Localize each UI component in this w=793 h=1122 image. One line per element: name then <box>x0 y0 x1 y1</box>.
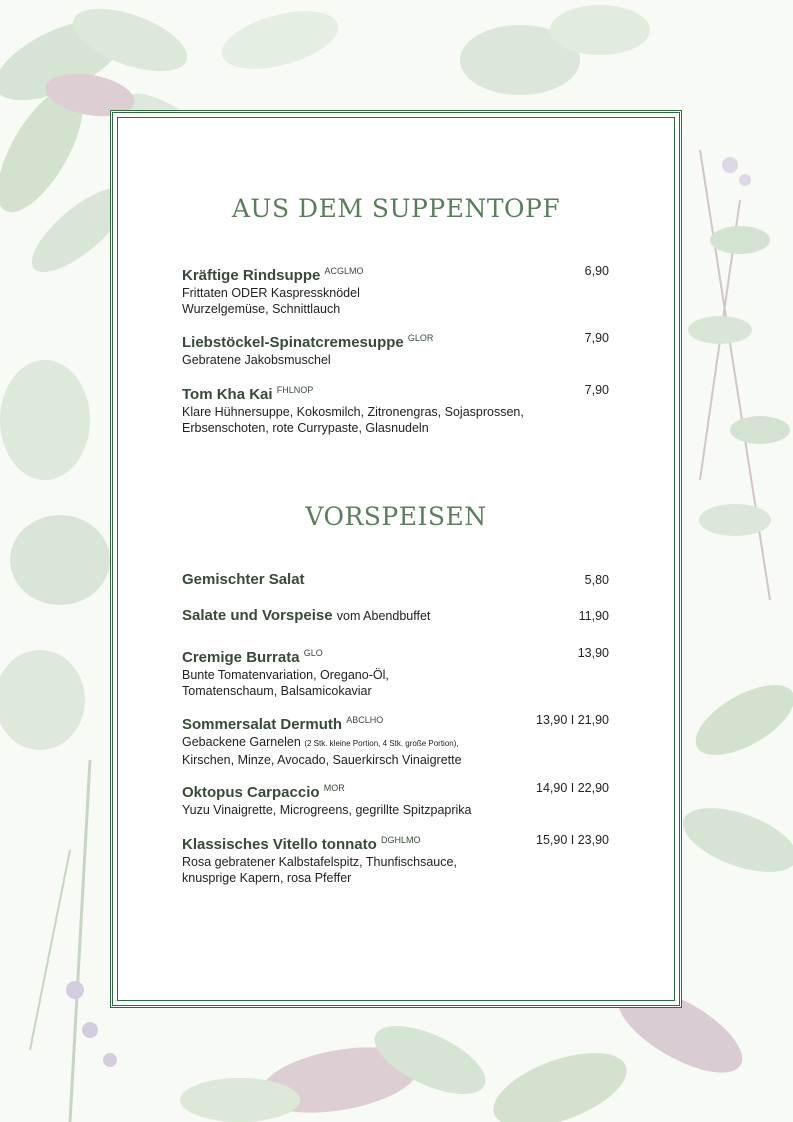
item-name: Oktopus Carpaccio $^{MOR}$ <box>182 783 345 801</box>
item-description: Kirschen, Minze, Avocado, Sauerkirsch Vinaigrette <box>182 753 462 767</box>
item-description: Yuzu Vinaigrette, Microgreens, gegrillte Spitzpaprika <box>182 803 472 817</box>
item-price: 13,90 I 21,90 <box>536 713 609 727</box>
item-name-suffix: vom Abendbuffet <box>336 609 431 623</box>
menu-item <box>182 779 612 818</box>
allergen-codes: GLOR <box>407 333 434 343</box>
item-name: Kräftige Rindsuppe $^{ACGLMO}$ <box>182 266 364 284</box>
item-name: Liebstöckel-Spinatcremesuppe $^{GLOR}$ <box>182 333 434 351</box>
item-price: 7,90 <box>584 383 609 397</box>
allergen-codes: FHLNOP <box>276 385 314 395</box>
item-description: Gebratene Jakobsmuschel <box>182 353 331 367</box>
allergen-codes: DGHLMO <box>380 835 421 845</box>
menu-item <box>182 329 612 368</box>
item-price: 6,90 <box>584 264 609 278</box>
item-name: Gemischter Salat <box>182 571 305 588</box>
item-description: Rosa gebratener Kalbstafelspitz, Thunfischsauce, <box>182 855 457 869</box>
allergen-codes: MOR <box>323 783 345 793</box>
item-description: Gebackene Garnelen (2 Stk. kleine Portion, 4 Stk. große Portion), <box>182 735 459 749</box>
item-description: knusprige Kapern, rosa Pfeffer <box>182 871 352 885</box>
menu-item <box>182 711 612 768</box>
item-description: Bunte Tomatenvariation, Oregano-Öl, <box>182 668 389 682</box>
allergen-codes: ACGLMO <box>324 266 364 276</box>
item-description: Frittaten ODER Kaspressknödel <box>182 286 360 300</box>
menu-item <box>182 381 612 436</box>
item-description: Wurzelgemüse, Schnittlauch <box>182 302 341 316</box>
menu-item <box>182 644 612 699</box>
menu-item <box>182 571 612 589</box>
portion-note: (2 Stk. kleine Portion, 4 Stk. große Portion), <box>304 739 459 748</box>
item-description: Tomatenschaum, Balsamicokaviar <box>182 684 372 698</box>
item-price: 5,80 <box>584 573 609 587</box>
menu-item <box>182 831 612 886</box>
item-name: Klassisches Vitello tonnato $^{DGHLMO}$ <box>182 835 421 853</box>
item-description: Erbsenschoten, rote Currypaste, Glasnudeln <box>182 421 429 435</box>
item-description: Klare Hühnersuppe, Kokosmilch, Zitronengras, Sojasprossen, <box>182 405 524 419</box>
item-price: 7,90 <box>584 331 609 345</box>
menu-item <box>182 262 612 317</box>
item-name: Cremige Burrata $^{GLO}$ <box>182 648 323 666</box>
allergen-codes: ABCLHO <box>346 715 384 725</box>
section-title-starters: VORSPEISEN <box>305 502 487 531</box>
item-price: 14,90 I 22,90 <box>536 781 609 795</box>
allergen-codes: GLO <box>303 648 323 658</box>
section-title-soups: AUS DEM SUPPENTOPF <box>231 194 561 223</box>
item-price: 15,90 I 23,90 <box>536 833 609 847</box>
item-price: 13,90 <box>577 646 609 660</box>
menu-item <box>182 607 612 625</box>
item-name: Salate und Vorspeise vom Abendbuffet <box>182 607 431 624</box>
item-price: 11,90 <box>578 609 609 623</box>
item-name: Tom Kha Kai $^{FHLNOP}$ <box>182 385 314 403</box>
item-name: Sommersalat Dermuth $^{ABCLHO}$ <box>182 715 384 733</box>
